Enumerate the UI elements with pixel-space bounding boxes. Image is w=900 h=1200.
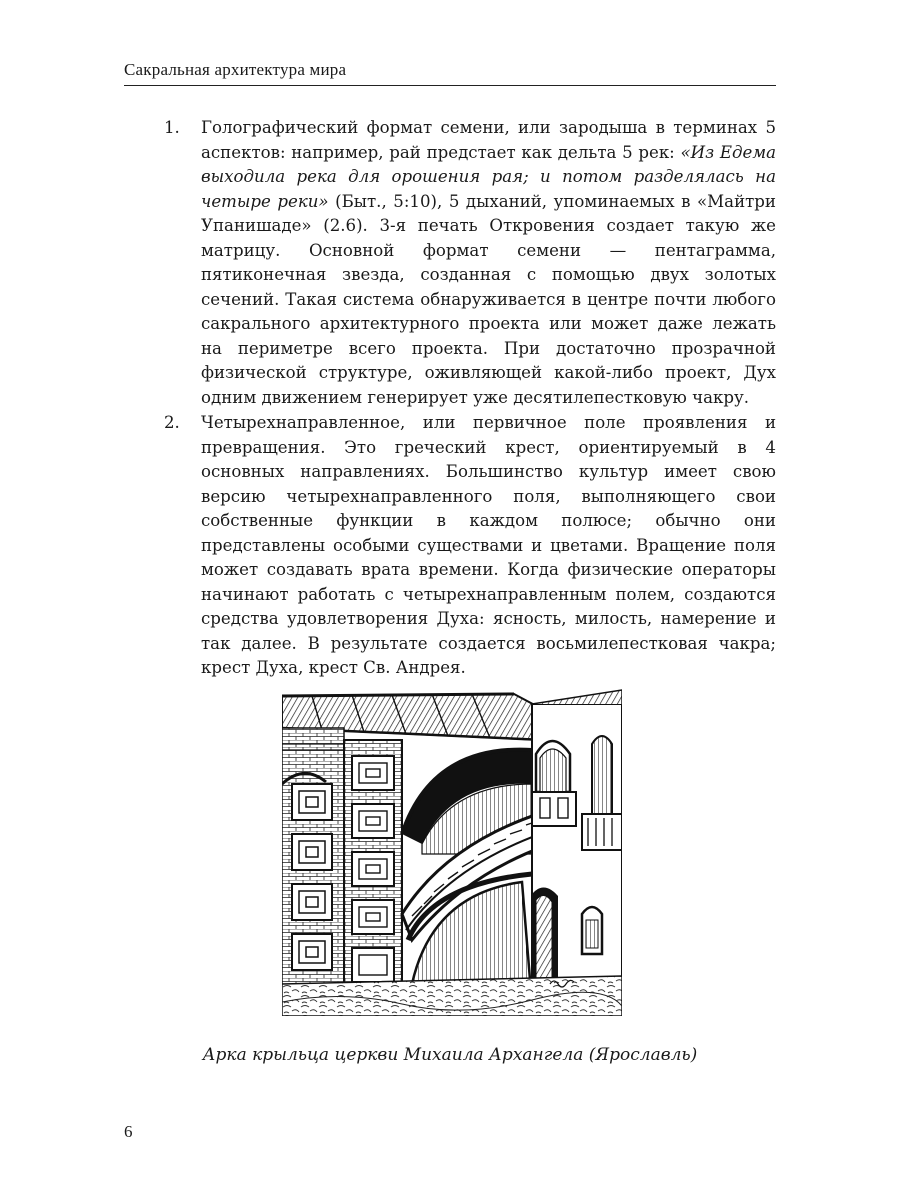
running-head: Сакральная архитектура мира	[124, 60, 347, 79]
page-number: 6	[124, 1122, 133, 1141]
text-segment: (Быт., 5:10), 5 дыханий, упоминаемых в «Майтри Упанишаде» (2.6). 3-я печать Откровения создает такую же матрицу. Основной формат семени — пентаграмма, пятиконечная звезда, созданная с помощью двух золотых сечений. Такая система обнаруживается в центре почти любого сакрального архитектурного проекта или может даже лежать на периметре всего проекта. При достаточно прозрачной физической структуре, оживляющей какой-либо проект, Дух одним движением генерирует уже десятилепестковую чакру.	[201, 191, 776, 407]
text-segment: Голографический формат семени, или зародыша в терминах 5 аспектов: например, рай предстает как дельта 5 рек:	[201, 118, 776, 162]
list-item	[124, 116, 776, 410]
list-item-number: 1.	[164, 118, 180, 137]
list-item-text: Четырехнаправленное, или первичное поле проявления и превращения. Это греческий крест, ориентируемый в 4 основных направлениях. Большинство культур имеет свою версию четырехнаправленного поля, выполняющего свои собственные функции в каждом полюсе; обычно они представлены особыми существами и цветами. Вращение поля может создавать врата времени. Когда физические операторы начинают работать с четырехнаправленным полем, создаются средства удовлетворения Духа: ясность, милость, намерение и так далее. В результате создается восьмилепестковая чакра; крест Духа, крест Св. Андрея.	[201, 413, 776, 677]
figure-caption: Арка крыльца церкви Михаила Архангела (Ярославль)	[202, 1045, 698, 1065]
numbered-list	[124, 116, 776, 682]
biblical-quote: «Из Едема выходила река для орошения рая; и потом разделялась на четыре реки»	[201, 142, 776, 211]
arch-illustration	[282, 684, 622, 1016]
header-divider	[124, 85, 776, 86]
arch-drawing	[282, 684, 622, 1016]
list-item	[124, 411, 776, 681]
list-item-text	[201, 118, 776, 407]
list-item-number: 2.	[164, 413, 180, 432]
